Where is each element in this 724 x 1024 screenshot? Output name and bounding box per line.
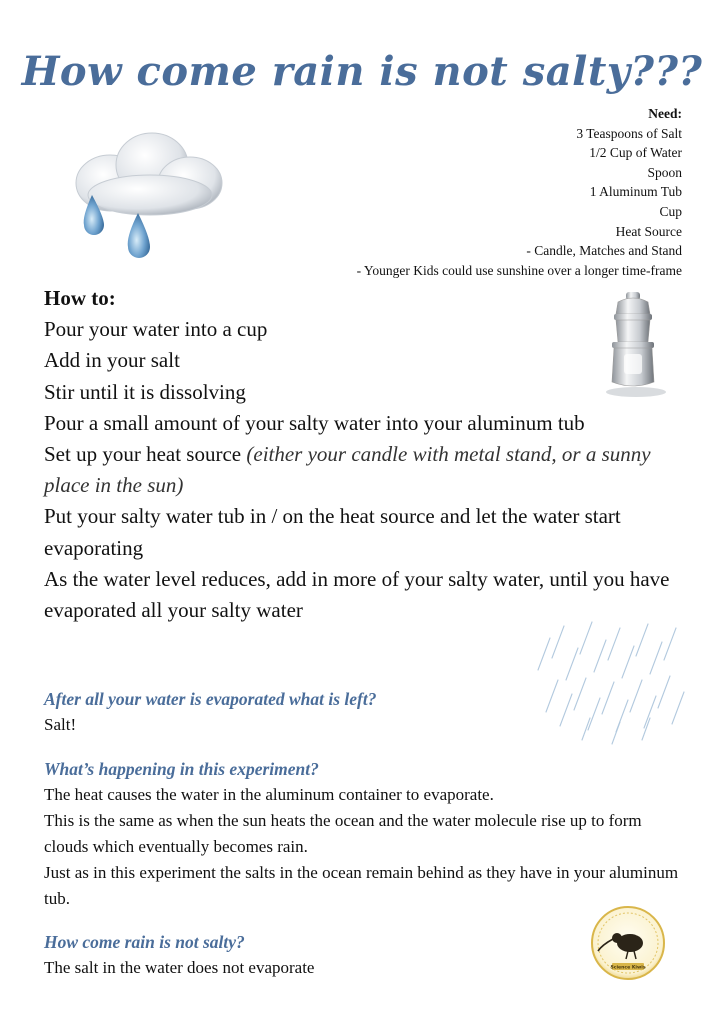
- qa-question: How come rain is not salty?: [44, 932, 245, 952]
- rain-cloud-icon: [70, 125, 230, 265]
- how-to-step: Add in your salt: [44, 348, 180, 373]
- qa-question: After all your water is evaporated what is left?: [44, 689, 377, 709]
- how-to-step-text: Set up your heat source: [44, 442, 242, 467]
- qa-answer-line: This is the same as when the sun heats the ocean and the water molecule rise up to form clouds which eventually becomes rain.: [44, 811, 642, 856]
- page-title: How come rain is not salty???: [21, 48, 703, 95]
- qa-question: What’s happening in this experiment?: [44, 759, 319, 779]
- need-item: 1/2 Cup of Water: [589, 145, 682, 161]
- how-to-step-note: (either your candle with metal stand, or a sunny place in the sun): [44, 442, 651, 498]
- need-item: - Younger Kids could use sunshine over a longer time-frame: [356, 262, 682, 278]
- qa-answer-line: Salt!: [44, 715, 77, 734]
- qa-block: [44, 756, 684, 912]
- qa-block: [44, 686, 684, 738]
- need-item: Heat Source: [615, 223, 682, 239]
- needs-heading: Need:: [648, 106, 682, 121]
- how-to-section: [44, 283, 694, 626]
- need-item: Cup: [659, 203, 682, 219]
- need-item: 1 Aluminum Tub: [589, 184, 682, 200]
- qa-answer-line: The salt in the water does not evaporate: [44, 958, 315, 977]
- kiwi-badge-icon: [590, 905, 666, 981]
- how-to-step: As the water level reduces, add in more of your salty water, until you have evaporated all your salty water: [44, 566, 670, 623]
- need-item: 3 Teaspoons of Salt: [576, 125, 682, 141]
- qa-block: [44, 929, 684, 981]
- how-to-step: Pour a small amount of your salty water into your aluminum tub: [44, 410, 585, 435]
- need-item: - Candle, Matches and Stand: [526, 243, 682, 259]
- needs-list: [262, 104, 682, 280]
- qa-answer: [44, 712, 684, 738]
- how-to-step: Pour your water into a cup: [44, 317, 268, 342]
- badge-text: Science Kiwis: [610, 965, 646, 971]
- how-to-step-heat: [44, 439, 694, 501]
- qa-answer-line: Just as in this experiment the salts in the ocean remain behind as they have in your aluminum tub.: [44, 863, 679, 908]
- qa-answer: [44, 955, 684, 981]
- how-to-step: Stir until it is dissolving: [44, 379, 246, 404]
- need-item: Spoon: [647, 164, 682, 180]
- qa-answer: [44, 782, 684, 912]
- qa-answer-line: The heat causes the water in the aluminum container to evaporate.: [44, 785, 494, 804]
- how-to-step: Put your salty water tub in / on the heat source and let the water start evaporating: [44, 504, 621, 560]
- how-to-heading: How to:: [44, 286, 116, 310]
